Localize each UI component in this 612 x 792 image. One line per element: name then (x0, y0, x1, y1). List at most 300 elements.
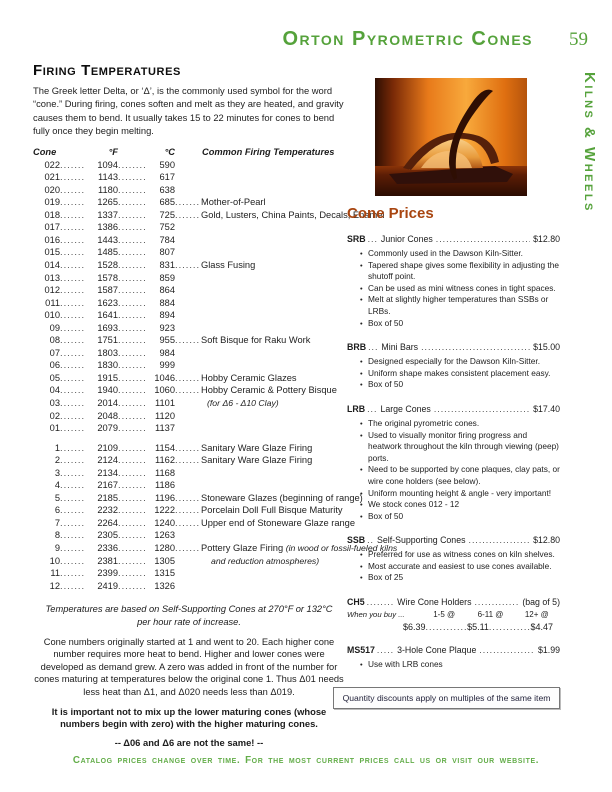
price-item (347, 535, 560, 584)
dot-leader (60, 184, 85, 197)
dot-leader (118, 454, 145, 467)
celsius-value: 955 (159, 335, 175, 346)
col-header-common-firing-temps: Common Firing Temperatures (202, 146, 335, 157)
firing-temperatures-heading: Firing Temperatures (33, 62, 181, 79)
cone-number: 018 (44, 209, 60, 220)
item-price: $12.80 (533, 535, 560, 546)
celsius-value: 1280 (154, 543, 175, 554)
price-item (347, 404, 560, 522)
celsius-value: 685 (159, 197, 175, 208)
dot-leader (175, 259, 199, 272)
firing-table-row (33, 209, 385, 222)
fahrenheit-value: 2079 (97, 423, 118, 434)
firing-temperature-note: Mother-of-Pearl (201, 197, 266, 208)
dot-leader (175, 372, 199, 385)
firing-table-row (33, 196, 345, 209)
fahrenheit-value: 1094 (97, 159, 118, 170)
dot-leader (118, 422, 145, 435)
celsius-value: 984 (159, 347, 175, 358)
cone-number: 12 (49, 580, 60, 591)
dot-leader (118, 492, 145, 505)
firing-temperature-note: Sanitary Ware Glaze Firing (201, 455, 313, 466)
cone-prices-section (342, 205, 560, 709)
item-bullet: • Box of 50 (360, 511, 560, 523)
dot-leader (60, 359, 85, 372)
item-bullet: • Tapered shape gives some flexibility in adjusting the shutoff point. (360, 260, 560, 283)
dot-leader (118, 397, 145, 410)
item-code: SRB (347, 234, 366, 244)
item-code: LRB (347, 403, 366, 414)
fahrenheit-value: 1143 (98, 172, 118, 183)
col-header-celsius: °C (164, 146, 175, 157)
firing-table-row (33, 555, 345, 568)
dot-leader (60, 580, 85, 593)
dot-leader (118, 334, 145, 347)
item-bullet: • Can be used as mini witness cones in tight spaces. (360, 283, 560, 295)
firing-table-row (33, 246, 345, 259)
fahrenheit-value: 1587 (97, 285, 118, 296)
price-item-line (347, 535, 560, 545)
firing-temperature-note: Glass Fusing (201, 260, 256, 270)
dot-separator: ..... (376, 645, 395, 656)
cone-number: 016 (44, 234, 60, 245)
dot-leader (60, 442, 85, 455)
tier-label: When you buy ... (347, 610, 405, 620)
fahrenheit-value: 2264 (97, 517, 118, 528)
cone-number: 021 (44, 172, 60, 183)
item-price: $15.00 (533, 342, 560, 353)
dot-leader (175, 334, 199, 347)
dot-leader (118, 209, 145, 222)
celsius-value: 807 (159, 247, 175, 258)
firing-table-row (33, 359, 345, 372)
fahrenheit-value: 1337 (97, 209, 118, 220)
item-bullet-list (360, 549, 560, 584)
firing-table-row (33, 372, 345, 385)
item-bullet-list (360, 248, 560, 329)
celsius-value: 1263 (154, 530, 175, 541)
mixup-warning-note: It is important not to mix up the lower maturing cones (whose numbers begin with zero) with the higher maturing cones. (51, 706, 327, 730)
item-code: CH5 (347, 597, 365, 608)
page-number: 59 (569, 29, 588, 50)
dot-leader (60, 567, 85, 580)
firing-table-row (33, 184, 345, 197)
celsius-value: 864 (159, 285, 175, 296)
cone-number: 8 (54, 530, 60, 541)
celsius-value: 752 (159, 222, 175, 233)
page-title: Orton Pyrometric Cones (282, 28, 533, 50)
firing-table-row (33, 467, 345, 480)
dot-leader (175, 542, 199, 555)
fahrenheit-value: 2232 (97, 505, 118, 516)
dot-leader (60, 246, 85, 259)
dot-leader (118, 467, 145, 480)
cone-number: 5 (54, 492, 60, 503)
item-name: Junior Cones (380, 234, 433, 244)
dot-leader (118, 297, 145, 310)
celsius-value: 638 (159, 184, 175, 195)
tier-price-2: $5.11 (467, 622, 489, 633)
dot-leader (175, 504, 199, 517)
celsius-value: 1101 (155, 398, 175, 409)
fahrenheit-value: 1528 (97, 260, 118, 270)
section-tab-kilns-wheels: Kilns & Wheels (581, 72, 598, 213)
celsius-value: 1154 (155, 442, 175, 453)
item-bullet: • Uniform mounting height & angle - very important! (360, 488, 560, 500)
firing-temperature-note: Hobby Ceramic & Pottery Bisque (201, 385, 337, 396)
dot-separator: ... (368, 342, 379, 353)
firing-table-header-row (33, 147, 345, 157)
celsius-value: 831 (159, 260, 175, 270)
dot-leader (434, 404, 530, 414)
firing-table-row (33, 297, 345, 310)
fahrenheit-value: 2134 (97, 467, 118, 478)
fahrenheit-value: 2419 (97, 580, 118, 591)
dot-leader (118, 347, 145, 360)
price-item-line (347, 404, 560, 414)
firing-temperature-note: and reduction atmospheres) (211, 555, 320, 566)
celsius-value: 923 (159, 322, 175, 333)
fahrenheit-value: 1751 (97, 335, 118, 346)
cone-history-note: Cone numbers originally started at 1 and went to 20. Each higher cone number requires more heat to bend. Higher and lower cones were developed as demand grew. A zero was added in front of the number for cones maturing at temperatures below the original cone 1. Thus Δ01 needs less heat than Δ1, and Δ020 needs less than Δ019. (34, 637, 344, 697)
item-bullet: • Box of 50 (360, 318, 560, 330)
item-bullet-list (360, 659, 560, 671)
dot-leader (60, 209, 85, 222)
dot-leader (118, 322, 145, 335)
dot-leader (175, 492, 199, 505)
item-price: (bag of 5) (522, 597, 560, 608)
dot-leader (474, 597, 519, 607)
cone-number: 9 (54, 543, 60, 554)
firing-table-row (33, 492, 363, 505)
dot-leader (118, 196, 145, 209)
celsius-value: 590 (159, 159, 175, 170)
cone-number: 07 (49, 347, 60, 358)
dot-leader (60, 397, 85, 410)
celsius-value: 725 (159, 209, 175, 220)
dot-leader (118, 410, 145, 423)
item-bullet: • The original pyrometric cones. (360, 418, 560, 430)
firing-table-row (33, 529, 345, 542)
kiln-cones-illustration (375, 78, 527, 196)
item-code: BRB (347, 342, 367, 353)
cone-number: 015 (44, 247, 60, 258)
dot-leader (60, 259, 85, 272)
firing-table-row (33, 159, 345, 172)
cone-number: 019 (44, 197, 60, 208)
cone-number: 3 (54, 467, 60, 478)
dot-leader (175, 384, 199, 397)
fahrenheit-value: 1915 (97, 372, 118, 383)
tier-price-3: $4.47 (530, 622, 553, 633)
dot-leader (60, 372, 85, 385)
firing-temperature-note: Porcelain Doll Full Bisque Maturity (201, 505, 343, 516)
celsius-value: 1315 (154, 568, 175, 579)
firing-table-row (33, 171, 345, 184)
dot-leader (60, 221, 85, 234)
item-bullet: • Designed especially for the Dawson Kiln-Sitter. (360, 356, 560, 368)
dot-leader (118, 372, 145, 385)
item-bullet: • Used to visually monitor firing progress and heatwork throughout the kiln through viewing (peep) ports. (360, 430, 560, 465)
item-name: Large Cones (380, 403, 431, 414)
item-price: $12.80 (533, 234, 560, 244)
fahrenheit-value: 1940 (97, 385, 118, 396)
celsius-value: 884 (159, 297, 175, 308)
cone-number: 11 (50, 568, 60, 579)
item-name: 3-Hole Cone Plaque (397, 645, 477, 656)
firing-temperature-note: Hobby Ceramic Glazes (201, 372, 297, 383)
cone-number: 05 (49, 372, 60, 383)
item-bullet: • Most accurate and easiest to use cones available. (360, 561, 560, 573)
dot-leader (175, 209, 199, 222)
cone-number: 1 (54, 442, 60, 453)
cone-number: 4 (54, 480, 60, 491)
dot-leader (118, 159, 145, 172)
firing-table-row (33, 347, 345, 360)
fahrenheit-value: 1623 (97, 297, 118, 308)
cone-number: 6 (54, 505, 60, 516)
dot-leader (421, 342, 530, 352)
firing-table-row (33, 567, 345, 580)
fahrenheit-value: 1693 (97, 322, 118, 333)
col-header-cone: Cone (33, 146, 57, 157)
firing-table-row (33, 454, 345, 467)
firing-temperature-note: Stoneware Glazes (beginning of range) (201, 492, 363, 503)
item-bullet: • Uniform shape makes consistent placement easy. (360, 368, 560, 380)
fahrenheit-value: 2109 (97, 442, 118, 453)
price-item (347, 597, 560, 632)
dot-leader (60, 410, 85, 423)
item-bullet: • Need to be supported by cone plaques, clay pats, or wire cone holders (see below). (360, 464, 560, 487)
firing-table-row (33, 284, 345, 297)
fahrenheit-value: 2305 (97, 530, 118, 541)
firing-temperature-note: Gold, Lusters, China Paints, Decals, Enamel (201, 209, 385, 220)
dot-leader (60, 347, 85, 360)
dot-leader (175, 196, 199, 209)
firing-temperature-note: Sanitary Ware Glaze Firing (201, 442, 313, 453)
fahrenheit-value: 2336 (97, 543, 118, 554)
cone-number: 7 (54, 517, 60, 528)
dot-leader (118, 479, 145, 492)
price-item-line (347, 645, 560, 655)
dot-leader (60, 479, 85, 492)
firing-table-row (33, 322, 345, 335)
celsius-value: 1196 (155, 492, 175, 503)
price-item (347, 342, 560, 391)
dot-leader (118, 542, 145, 555)
dot-leader (60, 517, 85, 530)
item-bullet-list (360, 418, 560, 522)
dot-leader (118, 359, 145, 372)
item-bullet-list (360, 356, 560, 391)
item-bullet: • Use with LRB cones (360, 659, 560, 671)
cone-number: 017 (44, 222, 60, 233)
tier-range-3: 12+ @ (524, 610, 549, 620)
dot-leader (175, 517, 199, 530)
firing-temperature-note: (for Δ6 - Δ10 Clay) (207, 398, 279, 409)
dot-leader (118, 272, 145, 285)
dot-leader (60, 234, 85, 247)
celsius-value: 1186 (155, 480, 175, 491)
firing-table-row (33, 410, 345, 423)
dot-leader (60, 284, 85, 297)
cone-number: 013 (44, 272, 60, 283)
firing-table-row (33, 272, 345, 285)
firing-table-row (33, 259, 345, 272)
firing-temperature-note: Upper end of Stoneware Glaze range (201, 517, 356, 528)
dot-leader (60, 272, 85, 285)
cone-number: 014 (44, 260, 60, 270)
firing-table-row (33, 517, 356, 530)
item-price: $17.40 (533, 403, 560, 414)
dot-leader (118, 504, 145, 517)
celsius-value: 1137 (155, 423, 175, 434)
dot-leader (118, 259, 145, 272)
firing-intro-paragraph: The Greek letter Delta, or ‘Δ’, is the commonly used symbol for the word “cone.” During firing, cones soften and melt as they are heated, and gravity causes them to bend. It usually takes 15 to 22 minutes for cones to bend fully once they begin melting. (33, 85, 344, 137)
fahrenheit-value: 2014 (97, 398, 118, 409)
firing-temperature-note: Soft Bisque for Raku Work (201, 335, 311, 346)
celsius-value: 1326 (154, 580, 175, 591)
firing-table-row (33, 309, 345, 322)
item-name: Wire Cone Holders (397, 597, 472, 608)
quantity-discount-note: Quantity discounts apply on multiples of the same item (333, 687, 560, 709)
cone-number: 02 (49, 410, 60, 421)
firing-table-row (33, 479, 345, 492)
celsius-value: 1060 (154, 385, 175, 396)
catalog-footer-note: Catalog prices change over time. For the most current prices call us or visit our website. (72, 755, 540, 766)
dot-leader (118, 309, 145, 322)
item-price: $1.99 (537, 645, 560, 656)
dot-leader (118, 171, 145, 184)
celsius-value: 1305 (154, 555, 175, 566)
dot-leader (118, 442, 145, 455)
celsius-value: 1168 (155, 467, 175, 478)
dot-separator: .. (367, 535, 374, 546)
not-the-same-tagline: -- Δ06 and Δ6 are not the same! -- (114, 736, 264, 748)
cone-prices-heading: Cone Prices (347, 205, 434, 222)
fahrenheit-value: 1641 (97, 310, 118, 321)
price-item (347, 645, 560, 671)
dot-leader (426, 622, 468, 632)
tier-range-2: 6-11 @ (477, 610, 504, 620)
fahrenheit-value: 1180 (98, 184, 118, 195)
item-code: MS517 (347, 645, 375, 656)
cone-number: 2 (54, 455, 60, 466)
firing-table-row (33, 442, 345, 455)
item-bullet: • We stock cones 012 - 12 (360, 499, 560, 511)
celsius-value: 1222 (154, 505, 175, 516)
firing-temperature-note: Pottery Glaze Firing (in wood or fossil-fueled kilns (201, 543, 398, 554)
dot-leader (479, 645, 535, 655)
dot-leader (60, 504, 85, 517)
dot-leader (118, 184, 145, 197)
cone-number: 010 (44, 310, 60, 321)
dot-separator: ........ (366, 597, 395, 608)
dot-leader (60, 309, 85, 322)
dot-leader (60, 555, 85, 568)
cone-number: 09 (49, 322, 60, 333)
dot-leader (118, 555, 145, 568)
dot-leader (118, 284, 145, 297)
cone-number: 012 (44, 285, 60, 296)
firing-table-row (33, 384, 345, 397)
dot-leader (436, 234, 530, 244)
dot-leader (489, 622, 531, 632)
dot-leader (118, 234, 145, 247)
dot-leader (60, 492, 85, 505)
cone-number: 03 (49, 398, 60, 409)
quantity-tier-pricing (347, 610, 560, 632)
item-name: Mini Bars (381, 342, 419, 353)
cone-number: 020 (44, 184, 60, 195)
tier-header-row (347, 610, 560, 619)
dot-leader (118, 517, 145, 530)
dot-leader (60, 529, 85, 542)
item-bullet: • Box of 50 (360, 379, 560, 391)
cone-number: 01 (49, 423, 60, 434)
cone-number: 011 (45, 297, 60, 308)
firing-table-row (33, 542, 398, 555)
firing-table-row (33, 504, 345, 517)
tier-range-1: 1-5 @ (433, 610, 456, 620)
fahrenheit-value: 1830 (97, 360, 118, 371)
celsius-value: 1240 (154, 517, 175, 528)
firing-table-row (33, 221, 345, 234)
dot-separator: ... (367, 403, 378, 414)
dot-separator: ... (367, 234, 378, 244)
cone-number: 10 (49, 555, 60, 566)
celsius-value: 1120 (155, 410, 175, 421)
kiln-cones-photo (375, 78, 527, 196)
item-code: SSB (347, 535, 366, 546)
price-items-list (347, 234, 560, 671)
firing-table-row (33, 234, 345, 247)
price-item-line (347, 342, 560, 352)
fahrenheit-value: 2381 (97, 555, 118, 566)
dot-leader (175, 454, 199, 467)
fahrenheit-value: 1803 (97, 347, 118, 358)
dot-leader (60, 384, 85, 397)
celsius-value: 999 (159, 360, 175, 371)
dot-leader (60, 322, 85, 335)
celsius-value: 784 (159, 234, 175, 245)
celsius-value: 894 (159, 310, 175, 321)
dot-leader (60, 467, 85, 480)
dot-leader (60, 171, 85, 184)
dot-leader (118, 221, 145, 234)
celsius-value: 617 (159, 172, 175, 183)
fahrenheit-value: 1265 (97, 197, 118, 208)
dot-leader (118, 384, 145, 397)
price-item-line (347, 234, 560, 244)
col-header-fahrenheit: °F (108, 146, 118, 157)
celsius-value: 1162 (155, 455, 175, 466)
basis-note: Temperatures are based on Self-Supporting Cones at 270°F or 132°C per hour rate of increase. (45, 604, 333, 627)
celsius-value: 859 (159, 272, 175, 283)
firing-table-row (33, 334, 345, 347)
item-bullet: • Melt at slightly higher temperatures than SSBs or LRBs. (360, 294, 560, 317)
fahrenheit-value: 2124 (97, 455, 118, 466)
cone-number: 06 (49, 360, 60, 371)
dot-leader (175, 442, 199, 455)
item-bullet: • Box of 25 (360, 572, 560, 584)
cone-number: 08 (49, 335, 60, 346)
price-item-line (347, 597, 560, 607)
cone-number: 04 (49, 385, 60, 396)
tier-price-row (403, 622, 553, 632)
dot-leader (118, 580, 145, 593)
dot-leader (60, 196, 85, 209)
